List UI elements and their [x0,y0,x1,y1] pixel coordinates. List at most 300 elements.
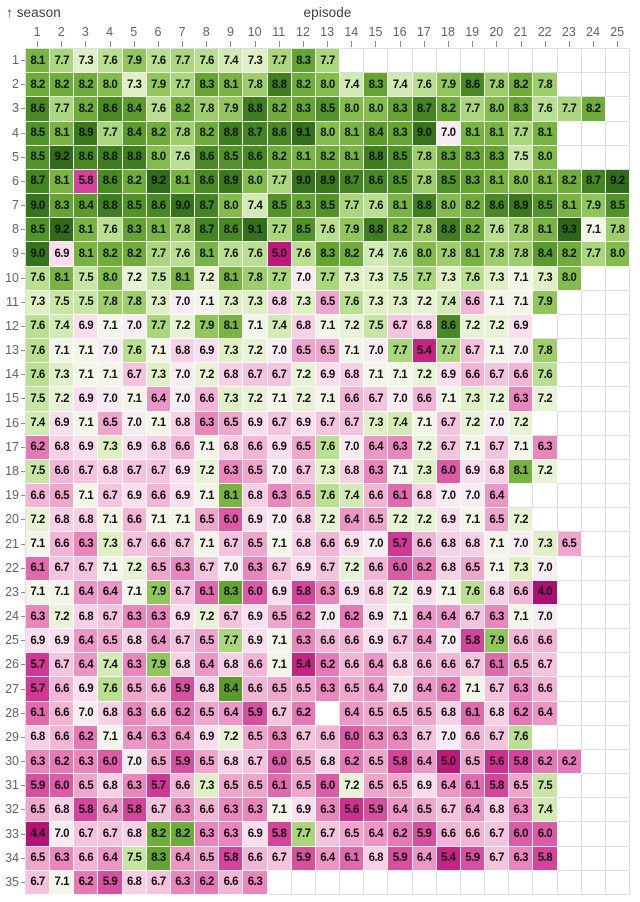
heatmap-cell-s18e12[interactable]: 6.7 [292,460,316,484]
heatmap-cell-s11e5[interactable]: 7.8 [123,291,147,315]
heatmap-cell-s9e16[interactable]: 7.6 [388,242,412,266]
heatmap-cell-s22e18[interactable]: 6.8 [437,557,461,581]
heatmap-cell-s20e9[interactable]: 6.0 [219,508,243,532]
heatmap-cell-s25e1[interactable]: 6.9 [26,629,50,653]
heatmap-cell-s29e17[interactable]: 6.7 [413,726,437,750]
heatmap-cell-s23e4[interactable]: 6.4 [98,581,122,605]
heatmap-cell-s34e12[interactable]: 5.9 [292,847,316,871]
heatmap-cell-s24e2[interactable]: 7.2 [50,605,74,629]
heatmap-cell-s8e7[interactable]: 7.8 [171,218,195,242]
heatmap-cell-s14e2[interactable]: 7.3 [50,363,74,387]
heatmap-cell-s12e10[interactable]: 7.1 [243,315,267,339]
heatmap-cell-s26e22[interactable]: 6.7 [533,653,557,677]
heatmap-cell-s30e1[interactable]: 6.3 [26,750,50,774]
heatmap-cell-s2e15[interactable]: 8.3 [364,73,388,97]
heatmap-cell-s18e18[interactable]: 6.0 [437,460,461,484]
heatmap-cell-s16e14[interactable]: 6.7 [340,412,364,436]
heatmap-cell-s31e20[interactable]: 5.8 [485,774,509,798]
heatmap-cell-s30e10[interactable]: 6.7 [243,750,267,774]
heatmap-cell-s18e10[interactable]: 6.5 [243,460,267,484]
heatmap-cell-s20e16[interactable]: 7.2 [388,508,412,532]
heatmap-cell-s21e11[interactable]: 7.1 [268,532,292,556]
heatmap-cell-s16e5[interactable]: 7.0 [123,412,147,436]
heatmap-cell-s27e16[interactable]: 7.0 [388,677,412,701]
heatmap-cell-s4e5[interactable]: 8.4 [123,122,147,146]
heatmap-cell-s5e21[interactable]: 7.5 [509,146,533,170]
heatmap-cell-s30e18[interactable]: 5.0 [437,750,461,774]
heatmap-cell-s3e7[interactable]: 8.2 [171,97,195,121]
heatmap-cell-s32e11[interactable]: 7.1 [268,798,292,822]
heatmap-cell-s16e9[interactable]: 6.5 [219,412,243,436]
heatmap-cell-s14e14[interactable]: 6.8 [340,363,364,387]
heatmap-cell-s17e4[interactable]: 7.3 [98,436,122,460]
heatmap-cell-s8e20[interactable]: 7.6 [485,218,509,242]
heatmap-cell-s32e17[interactable]: 6.5 [413,798,437,822]
heatmap-cell-s17e1[interactable]: 6.2 [26,436,50,460]
heatmap-cell-s15e22[interactable]: 7.2 [533,387,557,411]
heatmap-cell-s35e2[interactable]: 7.1 [50,871,74,895]
heatmap-cell-s31e16[interactable]: 6.5 [388,774,412,798]
heatmap-cell-s6e15[interactable]: 8.6 [364,170,388,194]
heatmap-cell-s22e1[interactable]: 6.1 [26,557,50,581]
heatmap-cell-s2e21[interactable]: 8.2 [509,73,533,97]
heatmap-cell-s8e2[interactable]: 9.2 [50,218,74,242]
heatmap-cell-s15e13[interactable]: 7.1 [316,387,340,411]
heatmap-cell-s18e17[interactable]: 7.3 [413,460,437,484]
heatmap-cell-s21e18[interactable]: 6.8 [437,532,461,556]
heatmap-cell-s28e11[interactable]: 6.7 [268,702,292,726]
heatmap-cell-s6e9[interactable]: 8.9 [219,170,243,194]
heatmap-cell-s6e13[interactable]: 8.9 [316,170,340,194]
heatmap-cell-s25e8[interactable]: 6.5 [195,629,219,653]
heatmap-cell-s30e20[interactable]: 5.6 [485,750,509,774]
heatmap-cell-s9e10[interactable]: 7.6 [243,242,267,266]
heatmap-cell-s34e5[interactable]: 7.5 [123,847,147,871]
heatmap-cell-s32e15[interactable]: 5.9 [364,798,388,822]
heatmap-cell-s25e18[interactable]: 7.0 [437,629,461,653]
heatmap-cell-s13e4[interactable]: 7.0 [98,339,122,363]
heatmap-cell-s1e4[interactable]: 7.6 [98,49,122,73]
heatmap-cell-s2e22[interactable]: 7.8 [533,73,557,97]
heatmap-cell-s17e15[interactable]: 6.4 [364,436,388,460]
heatmap-cell-s22e9[interactable]: 7.0 [219,557,243,581]
heatmap-cell-s20e5[interactable]: 6.6 [123,508,147,532]
heatmap-cell-s9e23[interactable]: 8.2 [558,242,582,266]
heatmap-cell-s13e11[interactable]: 7.0 [268,339,292,363]
heatmap-cell-s13e13[interactable]: 6.5 [316,339,340,363]
heatmap-cell-s4e7[interactable]: 7.8 [171,122,195,146]
heatmap-cell-s16e16[interactable]: 7.4 [388,412,412,436]
heatmap-cell-s7e15[interactable]: 7.6 [364,194,388,218]
heatmap-cell-s28e16[interactable]: 6.5 [388,702,412,726]
heatmap-cell-s20e6[interactable]: 7.1 [147,508,171,532]
heatmap-cell-s12e21[interactable]: 6.9 [509,315,533,339]
heatmap-cell-s2e16[interactable]: 7.4 [388,73,412,97]
heatmap-cell-s7e16[interactable]: 8.1 [388,194,412,218]
heatmap-cell-s19e19[interactable]: 7.0 [461,484,485,508]
heatmap-cell-s6e18[interactable]: 8.5 [437,170,461,194]
heatmap-cell-s6e6[interactable]: 9.2 [147,170,171,194]
heatmap-cell-s9e3[interactable]: 8.1 [74,242,98,266]
heatmap-cell-s2e7[interactable]: 7.7 [171,73,195,97]
heatmap-cell-s26e5[interactable]: 6.3 [123,653,147,677]
heatmap-cell-s25e21[interactable]: 6.6 [509,629,533,653]
heatmap-cell-s19e16[interactable]: 6.1 [388,484,412,508]
heatmap-cell-s20e8[interactable]: 6.5 [195,508,219,532]
heatmap-cell-s4e17[interactable]: 9.0 [413,122,437,146]
heatmap-cell-s31e2[interactable]: 6.0 [50,774,74,798]
heatmap-cell-s18e16[interactable]: 7.1 [388,460,412,484]
heatmap-cell-s33e20[interactable]: 6.7 [485,822,509,846]
heatmap-cell-s30e12[interactable]: 6.5 [292,750,316,774]
heatmap-cell-s7e4[interactable]: 8.8 [98,194,122,218]
heatmap-cell-s14e16[interactable]: 7.1 [388,363,412,387]
heatmap-cell-s29e9[interactable]: 7.2 [219,726,243,750]
heatmap-cell-s27e8[interactable]: 6.8 [195,677,219,701]
heatmap-cell-s25e6[interactable]: 6.4 [147,629,171,653]
heatmap-cell-s1e11[interactable]: 7.7 [268,49,292,73]
heatmap-cell-s18e22[interactable]: 7.2 [533,460,557,484]
heatmap-cell-s3e16[interactable]: 8.3 [388,97,412,121]
heatmap-cell-s35e9[interactable]: 6.6 [219,871,243,895]
heatmap-cell-s26e21[interactable]: 6.5 [509,653,533,677]
heatmap-cell-s25e4[interactable]: 6.5 [98,629,122,653]
heatmap-cell-s3e4[interactable]: 8.6 [98,97,122,121]
heatmap-cell-s7e19[interactable]: 8.2 [461,194,485,218]
heatmap-cell-s16e8[interactable]: 6.3 [195,412,219,436]
heatmap-cell-s33e14[interactable]: 6.5 [340,822,364,846]
heatmap-cell-s18e7[interactable]: 6.9 [171,460,195,484]
heatmap-cell-s6e25[interactable]: 9.2 [606,170,630,194]
heatmap-cell-s13e9[interactable]: 7.3 [219,339,243,363]
heatmap-cell-s5e13[interactable]: 8.2 [316,146,340,170]
heatmap-cell-s34e6[interactable]: 8.3 [147,847,171,871]
heatmap-cell-s31e1[interactable]: 5.9 [26,774,50,798]
heatmap-cell-s33e11[interactable]: 5.8 [268,822,292,846]
heatmap-cell-s2e20[interactable]: 7.8 [485,73,509,97]
heatmap-cell-s5e15[interactable]: 8.8 [364,146,388,170]
heatmap-cell-s2e17[interactable]: 7.6 [413,73,437,97]
heatmap-cell-s13e16[interactable]: 7.7 [388,339,412,363]
heatmap-cell-s7e9[interactable]: 8.0 [219,194,243,218]
heatmap-cell-s4e1[interactable]: 8.5 [26,122,50,146]
heatmap-cell-s20e17[interactable]: 7.2 [413,508,437,532]
heatmap-cell-s29e3[interactable]: 6.2 [74,726,98,750]
heatmap-cell-s25e19[interactable]: 5.8 [461,629,485,653]
heatmap-cell-s30e19[interactable]: 6.5 [461,750,485,774]
heatmap-cell-s32e5[interactable]: 5.8 [123,798,147,822]
heatmap-cell-s8e14[interactable]: 7.9 [340,218,364,242]
heatmap-cell-s10e13[interactable]: 7.7 [316,267,340,291]
heatmap-cell-s12e5[interactable]: 7.0 [123,315,147,339]
heatmap-cell-s29e16[interactable]: 6.3 [388,726,412,750]
heatmap-cell-s19e11[interactable]: 6.3 [268,484,292,508]
heatmap-cell-s35e6[interactable]: 6.7 [147,871,171,895]
heatmap-cell-s10e6[interactable]: 7.5 [147,267,171,291]
heatmap-cell-s22e6[interactable]: 6.5 [147,557,171,581]
heatmap-cell-s17e17[interactable]: 7.2 [413,436,437,460]
heatmap-cell-s28e8[interactable]: 6.5 [195,702,219,726]
heatmap-cell-s24e1[interactable]: 6.3 [26,605,50,629]
heatmap-cell-s17e12[interactable]: 6.5 [292,436,316,460]
heatmap-cell-s8e5[interactable]: 8.3 [123,218,147,242]
heatmap-cell-s7e13[interactable]: 8.5 [316,194,340,218]
heatmap-cell-s17e21[interactable]: 7.1 [509,436,533,460]
heatmap-cell-s27e22[interactable]: 6.6 [533,677,557,701]
heatmap-cell-s24e20[interactable]: 6.3 [485,605,509,629]
heatmap-cell-s18e14[interactable]: 6.8 [340,460,364,484]
heatmap-cell-s1e6[interactable]: 7.6 [147,49,171,73]
heatmap-cell-s17e7[interactable]: 6.6 [171,436,195,460]
heatmap-cell-s19e9[interactable]: 8.1 [219,484,243,508]
heatmap-cell-s11e10[interactable]: 7.3 [243,291,267,315]
heatmap-cell-s33e3[interactable]: 6.7 [74,822,98,846]
heatmap-cell-s26e12[interactable]: 5.4 [292,653,316,677]
heatmap-cell-s24e7[interactable]: 6.9 [171,605,195,629]
heatmap-cell-s20e18[interactable]: 6.9 [437,508,461,532]
heatmap-cell-s5e2[interactable]: 9.2 [50,146,74,170]
heatmap-cell-s18e9[interactable]: 6.3 [219,460,243,484]
heatmap-cell-s34e2[interactable]: 6.3 [50,847,74,871]
heatmap-cell-s5e14[interactable]: 8.1 [340,146,364,170]
heatmap-cell-s14e22[interactable]: 7.6 [533,363,557,387]
heatmap-cell-s20e19[interactable]: 7.1 [461,508,485,532]
heatmap-cell-s6e24[interactable]: 8.7 [582,170,606,194]
heatmap-cell-s29e18[interactable]: 7.0 [437,726,461,750]
heatmap-cell-s13e15[interactable]: 7.0 [364,339,388,363]
heatmap-cell-s5e11[interactable]: 8.2 [268,146,292,170]
heatmap-cell-s6e7[interactable]: 8.1 [171,170,195,194]
heatmap-cell-s19e13[interactable]: 7.6 [316,484,340,508]
heatmap-cell-s6e22[interactable]: 8.1 [533,170,557,194]
heatmap-cell-s17e19[interactable]: 7.1 [461,436,485,460]
heatmap-cell-s12e18[interactable]: 8.6 [437,315,461,339]
heatmap-cell-s22e4[interactable]: 7.1 [98,557,122,581]
heatmap-cell-s24e6[interactable]: 6.3 [147,605,171,629]
heatmap-cell-s24e18[interactable]: 6.4 [437,605,461,629]
heatmap-cell-s7e5[interactable]: 8.5 [123,194,147,218]
heatmap-cell-s34e10[interactable]: 6.6 [243,847,267,871]
heatmap-cell-s10e14[interactable]: 7.3 [340,267,364,291]
heatmap-cell-s10e1[interactable]: 7.6 [26,267,50,291]
heatmap-cell-s12e17[interactable]: 6.8 [413,315,437,339]
heatmap-cell-s24e4[interactable]: 6.7 [98,605,122,629]
heatmap-cell-s1e1[interactable]: 8.1 [26,49,50,73]
heatmap-cell-s3e19[interactable]: 7.7 [461,97,485,121]
heatmap-cell-s10e16[interactable]: 7.5 [388,267,412,291]
heatmap-cell-s2e8[interactable]: 8.3 [195,73,219,97]
heatmap-cell-s30e11[interactable]: 6.0 [268,750,292,774]
heatmap-cell-s17e5[interactable]: 6.9 [123,436,147,460]
heatmap-cell-s25e16[interactable]: 6.7 [388,629,412,653]
heatmap-cell-s33e17[interactable]: 5.9 [413,822,437,846]
heatmap-cell-s18e1[interactable]: 7.5 [26,460,50,484]
heatmap-cell-s1e12[interactable]: 8.3 [292,49,316,73]
heatmap-cell-s3e12[interactable]: 8.3 [292,97,316,121]
heatmap-cell-s27e6[interactable]: 6.6 [147,677,171,701]
heatmap-cell-s10e20[interactable]: 7.3 [485,267,509,291]
heatmap-cell-s9e1[interactable]: 9.0 [26,242,50,266]
heatmap-cell-s31e21[interactable]: 6.5 [509,774,533,798]
heatmap-cell-s26e19[interactable]: 6.7 [461,653,485,677]
heatmap-cell-s14e3[interactable]: 7.1 [74,363,98,387]
heatmap-cell-s26e14[interactable]: 6.6 [340,653,364,677]
heatmap-cell-s13e12[interactable]: 6.5 [292,339,316,363]
heatmap-cell-s11e12[interactable]: 7.3 [292,291,316,315]
heatmap-cell-s12e20[interactable]: 7.2 [485,315,509,339]
heatmap-cell-s7e3[interactable]: 8.4 [74,194,98,218]
heatmap-cell-s30e3[interactable]: 6.3 [74,750,98,774]
heatmap-cell-s32e3[interactable]: 5.8 [74,798,98,822]
heatmap-cell-s23e1[interactable]: 7.1 [26,581,50,605]
heatmap-cell-s30e14[interactable]: 6.2 [340,750,364,774]
heatmap-cell-s19e5[interactable]: 6.9 [123,484,147,508]
heatmap-cell-s23e12[interactable]: 5.8 [292,581,316,605]
heatmap-cell-s22e7[interactable]: 6.3 [171,557,195,581]
heatmap-cell-s26e7[interactable]: 6.8 [171,653,195,677]
heatmap-cell-s12e6[interactable]: 7.7 [147,315,171,339]
heatmap-cell-s15e21[interactable]: 6.3 [509,387,533,411]
heatmap-cell-s7e10[interactable]: 7.4 [243,194,267,218]
heatmap-cell-s28e2[interactable]: 6.6 [50,702,74,726]
heatmap-cell-s13e18[interactable]: 7.7 [437,339,461,363]
heatmap-cell-s16e2[interactable]: 6.9 [50,412,74,436]
heatmap-cell-s25e17[interactable]: 6.4 [413,629,437,653]
heatmap-cell-s7e8[interactable]: 8.7 [195,194,219,218]
heatmap-cell-s33e2[interactable]: 7.0 [50,822,74,846]
heatmap-cell-s35e4[interactable]: 5.9 [98,871,122,895]
heatmap-cell-s20e12[interactable]: 6.8 [292,508,316,532]
heatmap-cell-s34e13[interactable]: 6.4 [316,847,340,871]
heatmap-cell-s9e18[interactable]: 7.8 [437,242,461,266]
heatmap-cell-s28e5[interactable]: 6.3 [123,702,147,726]
heatmap-cell-s21e15[interactable]: 7.0 [364,532,388,556]
heatmap-cell-s33e8[interactable]: 6.3 [195,822,219,846]
heatmap-cell-s26e16[interactable]: 6.8 [388,653,412,677]
heatmap-cell-s26e18[interactable]: 6.6 [437,653,461,677]
heatmap-cell-s21e22[interactable]: 7.3 [533,532,557,556]
heatmap-cell-s5e22[interactable]: 8.0 [533,146,557,170]
heatmap-cell-s3e9[interactable]: 7.9 [219,97,243,121]
heatmap-cell-s31e18[interactable]: 6.4 [437,774,461,798]
heatmap-cell-s32e16[interactable]: 6.4 [388,798,412,822]
heatmap-cell-s12e1[interactable]: 7.6 [26,315,50,339]
heatmap-cell-s14e21[interactable]: 6.6 [509,363,533,387]
heatmap-cell-s29e19[interactable]: 6.6 [461,726,485,750]
heatmap-cell-s21e1[interactable]: 7.1 [26,532,50,556]
heatmap-cell-s9e6[interactable]: 7.7 [147,242,171,266]
heatmap-cell-s14e10[interactable]: 6.7 [243,363,267,387]
heatmap-cell-s28e3[interactable]: 7.0 [74,702,98,726]
heatmap-cell-s7e21[interactable]: 8.9 [509,194,533,218]
heatmap-cell-s16e20[interactable]: 7.0 [485,412,509,436]
heatmap-cell-s28e21[interactable]: 6.2 [509,702,533,726]
heatmap-cell-s15e11[interactable]: 7.1 [268,387,292,411]
heatmap-cell-s20e3[interactable]: 6.8 [74,508,98,532]
heatmap-cell-s5e16[interactable]: 8.5 [388,146,412,170]
heatmap-cell-s13e22[interactable]: 7.8 [533,339,557,363]
heatmap-cell-s15e17[interactable]: 6.6 [413,387,437,411]
heatmap-cell-s31e3[interactable]: 6.5 [74,774,98,798]
heatmap-cell-s15e6[interactable]: 6.4 [147,387,171,411]
heatmap-cell-s8e17[interactable]: 7.8 [413,218,437,242]
heatmap-cell-s8e6[interactable]: 8.1 [147,218,171,242]
heatmap-cell-s18e20[interactable]: 6.8 [485,460,509,484]
heatmap-cell-s31e13[interactable]: 6.0 [316,774,340,798]
heatmap-cell-s23e5[interactable]: 7.1 [123,581,147,605]
heatmap-cell-s9e7[interactable]: 7.6 [171,242,195,266]
heatmap-cell-s22e10[interactable]: 6.3 [243,557,267,581]
heatmap-cell-s22e11[interactable]: 6.7 [268,557,292,581]
heatmap-cell-s24e22[interactable]: 7.0 [533,605,557,629]
heatmap-cell-s11e20[interactable]: 7.1 [485,291,509,315]
heatmap-cell-s3e5[interactable]: 8.4 [123,97,147,121]
heatmap-cell-s28e18[interactable]: 6.8 [437,702,461,726]
heatmap-cell-s29e2[interactable]: 6.6 [50,726,74,750]
heatmap-cell-s6e23[interactable]: 8.2 [558,170,582,194]
heatmap-cell-s16e11[interactable]: 6.7 [268,412,292,436]
heatmap-cell-s8e22[interactable]: 8.1 [533,218,557,242]
heatmap-cell-s5e7[interactable]: 7.6 [171,146,195,170]
heatmap-cell-s2e13[interactable]: 8.0 [316,73,340,97]
heatmap-cell-s26e2[interactable]: 6.7 [50,653,74,677]
heatmap-cell-s35e5[interactable]: 6.8 [123,871,147,895]
heatmap-cell-s34e4[interactable]: 6.4 [98,847,122,871]
heatmap-cell-s31e5[interactable]: 6.3 [123,774,147,798]
heatmap-cell-s5e3[interactable]: 8.6 [74,146,98,170]
heatmap-cell-s18e3[interactable]: 6.7 [74,460,98,484]
heatmap-cell-s2e11[interactable]: 8.8 [268,73,292,97]
heatmap-cell-s4e6[interactable]: 8.2 [147,122,171,146]
heatmap-cell-s13e2[interactable]: 7.1 [50,339,74,363]
heatmap-cell-s34e22[interactable]: 5.8 [533,847,557,871]
heatmap-cell-s29e8[interactable]: 6.9 [195,726,219,750]
heatmap-cell-s4e10[interactable]: 8.7 [243,122,267,146]
heatmap-cell-s3e18[interactable]: 8.2 [437,97,461,121]
heatmap-cell-s26e20[interactable]: 6.1 [485,653,509,677]
heatmap-cell-s10e7[interactable]: 8.1 [171,267,195,291]
heatmap-cell-s17e13[interactable]: 7.6 [316,436,340,460]
heatmap-cell-s11e4[interactable]: 7.8 [98,291,122,315]
heatmap-cell-s4e21[interactable]: 7.7 [509,122,533,146]
heatmap-cell-s16e12[interactable]: 6.9 [292,412,316,436]
heatmap-cell-s2e5[interactable]: 7.3 [123,73,147,97]
heatmap-cell-s19e8[interactable]: 7.1 [195,484,219,508]
heatmap-cell-s22e16[interactable]: 6.0 [388,557,412,581]
heatmap-cell-s31e12[interactable]: 6.5 [292,774,316,798]
heatmap-cell-s7e6[interactable]: 8.6 [147,194,171,218]
heatmap-cell-s35e1[interactable]: 6.7 [26,871,50,895]
heatmap-cell-s20e2[interactable]: 6.8 [50,508,74,532]
heatmap-cell-s7e18[interactable]: 8.0 [437,194,461,218]
heatmap-cell-s17e3[interactable]: 6.9 [74,436,98,460]
heatmap-cell-s31e10[interactable]: 6.5 [243,774,267,798]
heatmap-cell-s27e2[interactable]: 6.6 [50,677,74,701]
heatmap-cell-s31e4[interactable]: 6.8 [98,774,122,798]
heatmap-cell-s3e13[interactable]: 8.5 [316,97,340,121]
heatmap-cell-s11e7[interactable]: 7.0 [171,291,195,315]
heatmap-cell-s22e21[interactable]: 7.3 [509,557,533,581]
heatmap-cell-s11e6[interactable]: 7.3 [147,291,171,315]
heatmap-cell-s30e2[interactable]: 6.2 [50,750,74,774]
heatmap-cell-s10e10[interactable]: 7.8 [243,267,267,291]
heatmap-cell-s22e13[interactable]: 6.7 [316,557,340,581]
heatmap-cell-s34e11[interactable]: 6.7 [268,847,292,871]
heatmap-cell-s23e22[interactable]: 4.0 [533,581,557,605]
heatmap-cell-s15e1[interactable]: 7.5 [26,387,50,411]
heatmap-cell-s32e4[interactable]: 6.4 [98,798,122,822]
heatmap-cell-s12e19[interactable]: 7.2 [461,315,485,339]
